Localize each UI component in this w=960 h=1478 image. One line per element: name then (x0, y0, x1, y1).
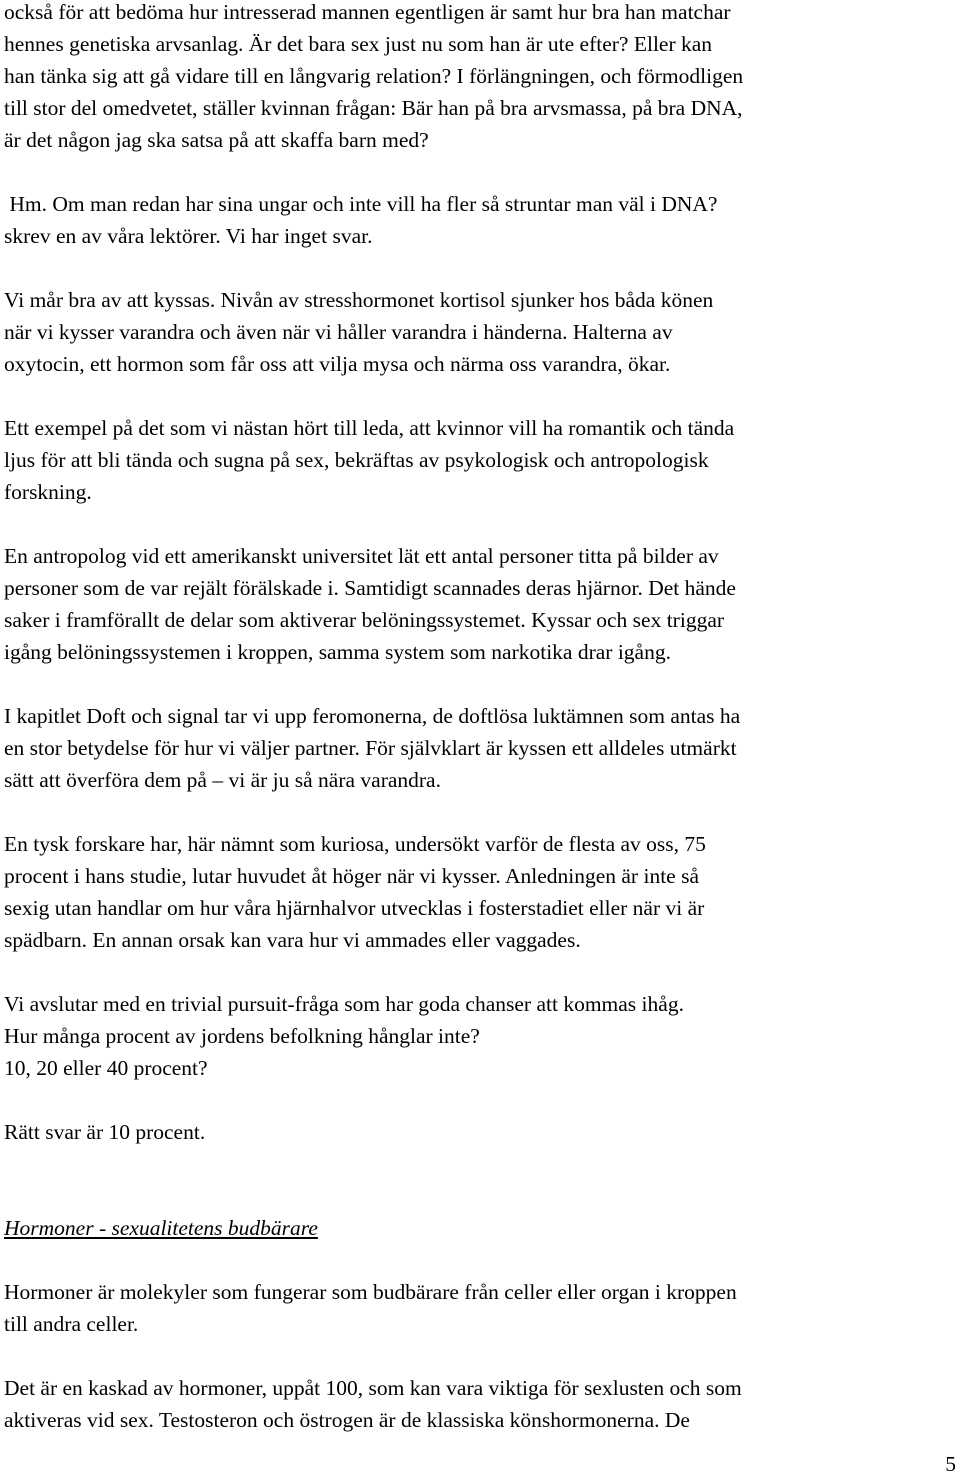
document-page (4, 0, 954, 1436)
paragraph-kissing-hormones: Vi mår bra av att kyssas. Nivån av stresshormonet kortisol sjunker hos båda könen när vi kysser varandra och även när vi håller varandra i händerna. Halterna av oxytocin, ett hormon som får oss att vilja mysa och närma oss varandra, ökar. (4, 288, 714, 376)
paragraph-hormones-definition: Hormoner är molekyler som fungerar som budbärare från celler eller organ i kroppen till andra celler. (4, 1280, 737, 1336)
paragraph-trivia-question: Vi avslutar med en trivial pursuit-fråga som har goda chanser att kommas ihåg. Hur många procent av jordens befolkning hånglar inte? 10, 20 eller 40 procent? (4, 992, 684, 1080)
paragraph-anthropologist-study: En antropolog vid ett amerikanskt universitet lät ett antal personer titta på bilder av personer som de var rejält förälskade i. Samtidigt scannades deras hjärnor. Det hände saker i framförallt de delar som aktiverar belöningssystemet. Kyssar och sex triggar igång belöningssystemen i kroppen, samma system som narkotika drar igång. (4, 544, 736, 664)
paragraph-romance-research: Ett exempel på det som vi nästan hört till leda, att kvinnor vill ha romantik och tända ljus för att bli tända och sugna på sex, bekräftas av psykologisk och antropologisk forskning. (4, 416, 735, 504)
page-number: 5 (945, 1452, 956, 1476)
section-heading: Hormoner - sexualitetens budbärare (4, 1216, 318, 1240)
paragraph-hormone-cascade: Det är en kaskad av hormoner, uppåt 100, som kan vara viktiga för sexlusten och som aktiveras vid sex. Testosteron och östrogen är de klassiska könshormonerna. De (4, 1376, 742, 1432)
paragraph-reviewer-comment: Hm. Om man redan har sina ungar och inte vill ha fler så struntar man väl i DNA? skrev en av våra lektörer. Vi har inget svar. (4, 192, 718, 248)
paragraph-trivia-answer: Rätt svar är 10 procent. (4, 1120, 206, 1144)
paragraph-pheromones: I kapitlet Doft och signal tar vi upp feromonerna, de doftlösa luktämnen som antas ha en stor betydelse för hur vi väljer partner. För självklart är kyssen ett alldeles utmärkt sätt att överföra dem på – vi är ju så nära varandra. (4, 704, 741, 792)
paragraph-genetic-match: också för att bedöma hur intresserad mannen egentligen är samt hur bra han matchar hennes genetiska arvsanlag. Är det bara sex just nu som han är ute efter? Eller kan han tänka sig att gå vidare till en långvarig relation? I förlängningen, och förmodligen till stor del omedvetet, ställer kvinnan frågan: Bär han på bra arvsmassa, på bra DNA, är det någon jag ska satsa på att skaffa barn med? (4, 0, 744, 152)
paragraph-head-tilt: En tysk forskare har, här nämnt som kuriosa, undersökt varför de flesta av oss, 75 procent i hans studie, lutar huvudet åt höger när vi kysser. Anledningen är inte så sexig utan handlar om hur våra hjärnhalvor utvecklas i fosterstadiet eller när vi är spädbarn. En annan orsak kan vara hur vi ammades eller vaggades. (4, 832, 706, 952)
